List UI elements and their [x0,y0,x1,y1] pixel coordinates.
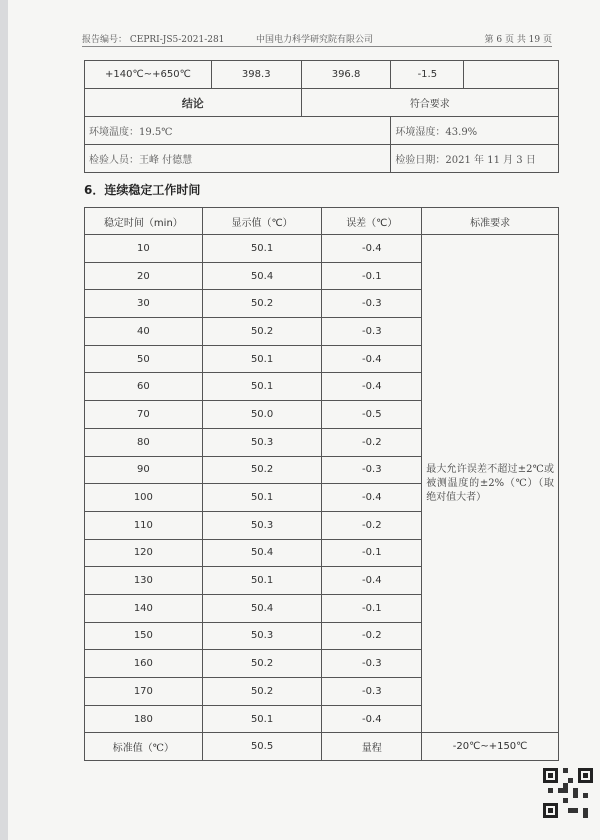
report-number: 报告编号： CEPRI-JS5-2021-281 [82,35,225,45]
display-value-cell: 50.0 [202,401,322,429]
table-row [85,61,559,89]
standard-value-label: 标准值（℃） [85,733,203,761]
table-row [85,235,559,263]
error-cell: -0.2 [322,622,422,650]
time-cell: 110 [85,511,203,539]
inspectors: 检验人员：王峰 付德慧 [85,145,391,173]
table-row [85,117,559,145]
error-cell: -0.2 [322,428,422,456]
time-cell: 140 [85,594,203,622]
display-value-cell: 50.4 [202,262,322,290]
table-row [85,145,559,173]
time-cell: 70 [85,401,203,429]
prior-results-table [84,60,559,173]
page-edge [0,0,8,840]
time-cell: 120 [85,539,203,567]
error-cell: -0.3 [322,456,422,484]
error-cell: -0.4 [322,373,422,401]
error-cell: -0.1 [322,594,422,622]
display-value-cell: 50.1 [202,567,322,595]
time-cell: 160 [85,650,203,678]
time-cell: 180 [85,705,203,733]
display-value-cell: 50.1 [202,373,322,401]
display-value-cell: 50.3 [202,428,322,456]
value-cell: 396.8 [301,61,391,89]
time-cell: 10 [85,235,203,263]
display-value-cell: 50.1 [202,235,322,263]
env-humidity: 环境湿度：43.9% [391,117,559,145]
error-cell: -0.4 [322,567,422,595]
display-value-cell: 50.2 [202,290,322,318]
column-header: 显示值（℃） [202,208,322,235]
error-cell: -0.4 [322,235,422,263]
value-cell: 398.3 [211,61,301,89]
table-footer-row [85,733,559,761]
page-header [82,30,552,47]
env-temperature: 环境温度：19.5℃ [85,117,391,145]
time-cell: 50 [85,345,203,373]
error-cell: -1.5 [391,61,464,89]
error-cell: -0.5 [322,401,422,429]
error-cell: -0.1 [322,262,422,290]
display-value-cell: 50.1 [202,345,322,373]
display-value-cell: 50.3 [202,511,322,539]
error-cell: -0.4 [322,345,422,373]
time-cell: 30 [85,290,203,318]
range-value: -20℃~+150℃ [422,733,559,761]
range-cell: +140℃~+650℃ [85,61,212,89]
section-title: 6．连续稳定工作时间 [84,183,201,197]
time-cell: 90 [85,456,203,484]
table-header-row [85,208,559,235]
display-value-cell: 50.4 [202,594,322,622]
display-value-cell: 50.2 [202,318,322,346]
time-cell: 150 [85,622,203,650]
error-cell: -0.4 [322,484,422,512]
error-cell: -0.3 [322,290,422,318]
table-row [85,89,559,117]
conclusion-label: 结论 [85,89,302,117]
column-header: 标准要求 [422,208,559,235]
time-cell: 60 [85,373,203,401]
time-cell: 80 [85,428,203,456]
error-cell: -0.3 [322,318,422,346]
organization: 中国电力科学研究院有限公司 [256,35,374,45]
display-value-cell: 50.2 [202,456,322,484]
empty-cell [464,61,559,89]
error-cell: -0.4 [322,705,422,733]
conclusion-value: 符合要求 [301,89,558,117]
column-header: 稳定时间（min） [85,208,203,235]
standard-value: 50.5 [202,733,322,761]
requirement-text: 最大允许误差不超过±2℃或被测温度的±2%（℃）（取绝对值大者） [422,235,559,733]
display-value-cell: 50.1 [202,705,322,733]
display-value-cell: 50.2 [202,678,322,706]
error-cell: -0.3 [322,650,422,678]
time-cell: 40 [85,318,203,346]
page-number: 第 6 页 共 19 页 [484,35,552,45]
time-cell: 20 [85,262,203,290]
display-value-cell: 50.3 [202,622,322,650]
qr-code-icon [543,768,593,818]
time-cell: 130 [85,567,203,595]
display-value-cell: 50.1 [202,484,322,512]
column-header: 误差（℃） [322,208,422,235]
range-label: 量程 [322,733,422,761]
inspection-date: 检验日期：2021 年 11 月 3 日 [391,145,559,173]
display-value-cell: 50.2 [202,650,322,678]
error-cell: -0.1 [322,539,422,567]
time-cell: 100 [85,484,203,512]
display-value-cell: 50.4 [202,539,322,567]
error-cell: -0.2 [322,511,422,539]
stability-table [84,207,559,761]
time-cell: 170 [85,678,203,706]
error-cell: -0.3 [322,678,422,706]
